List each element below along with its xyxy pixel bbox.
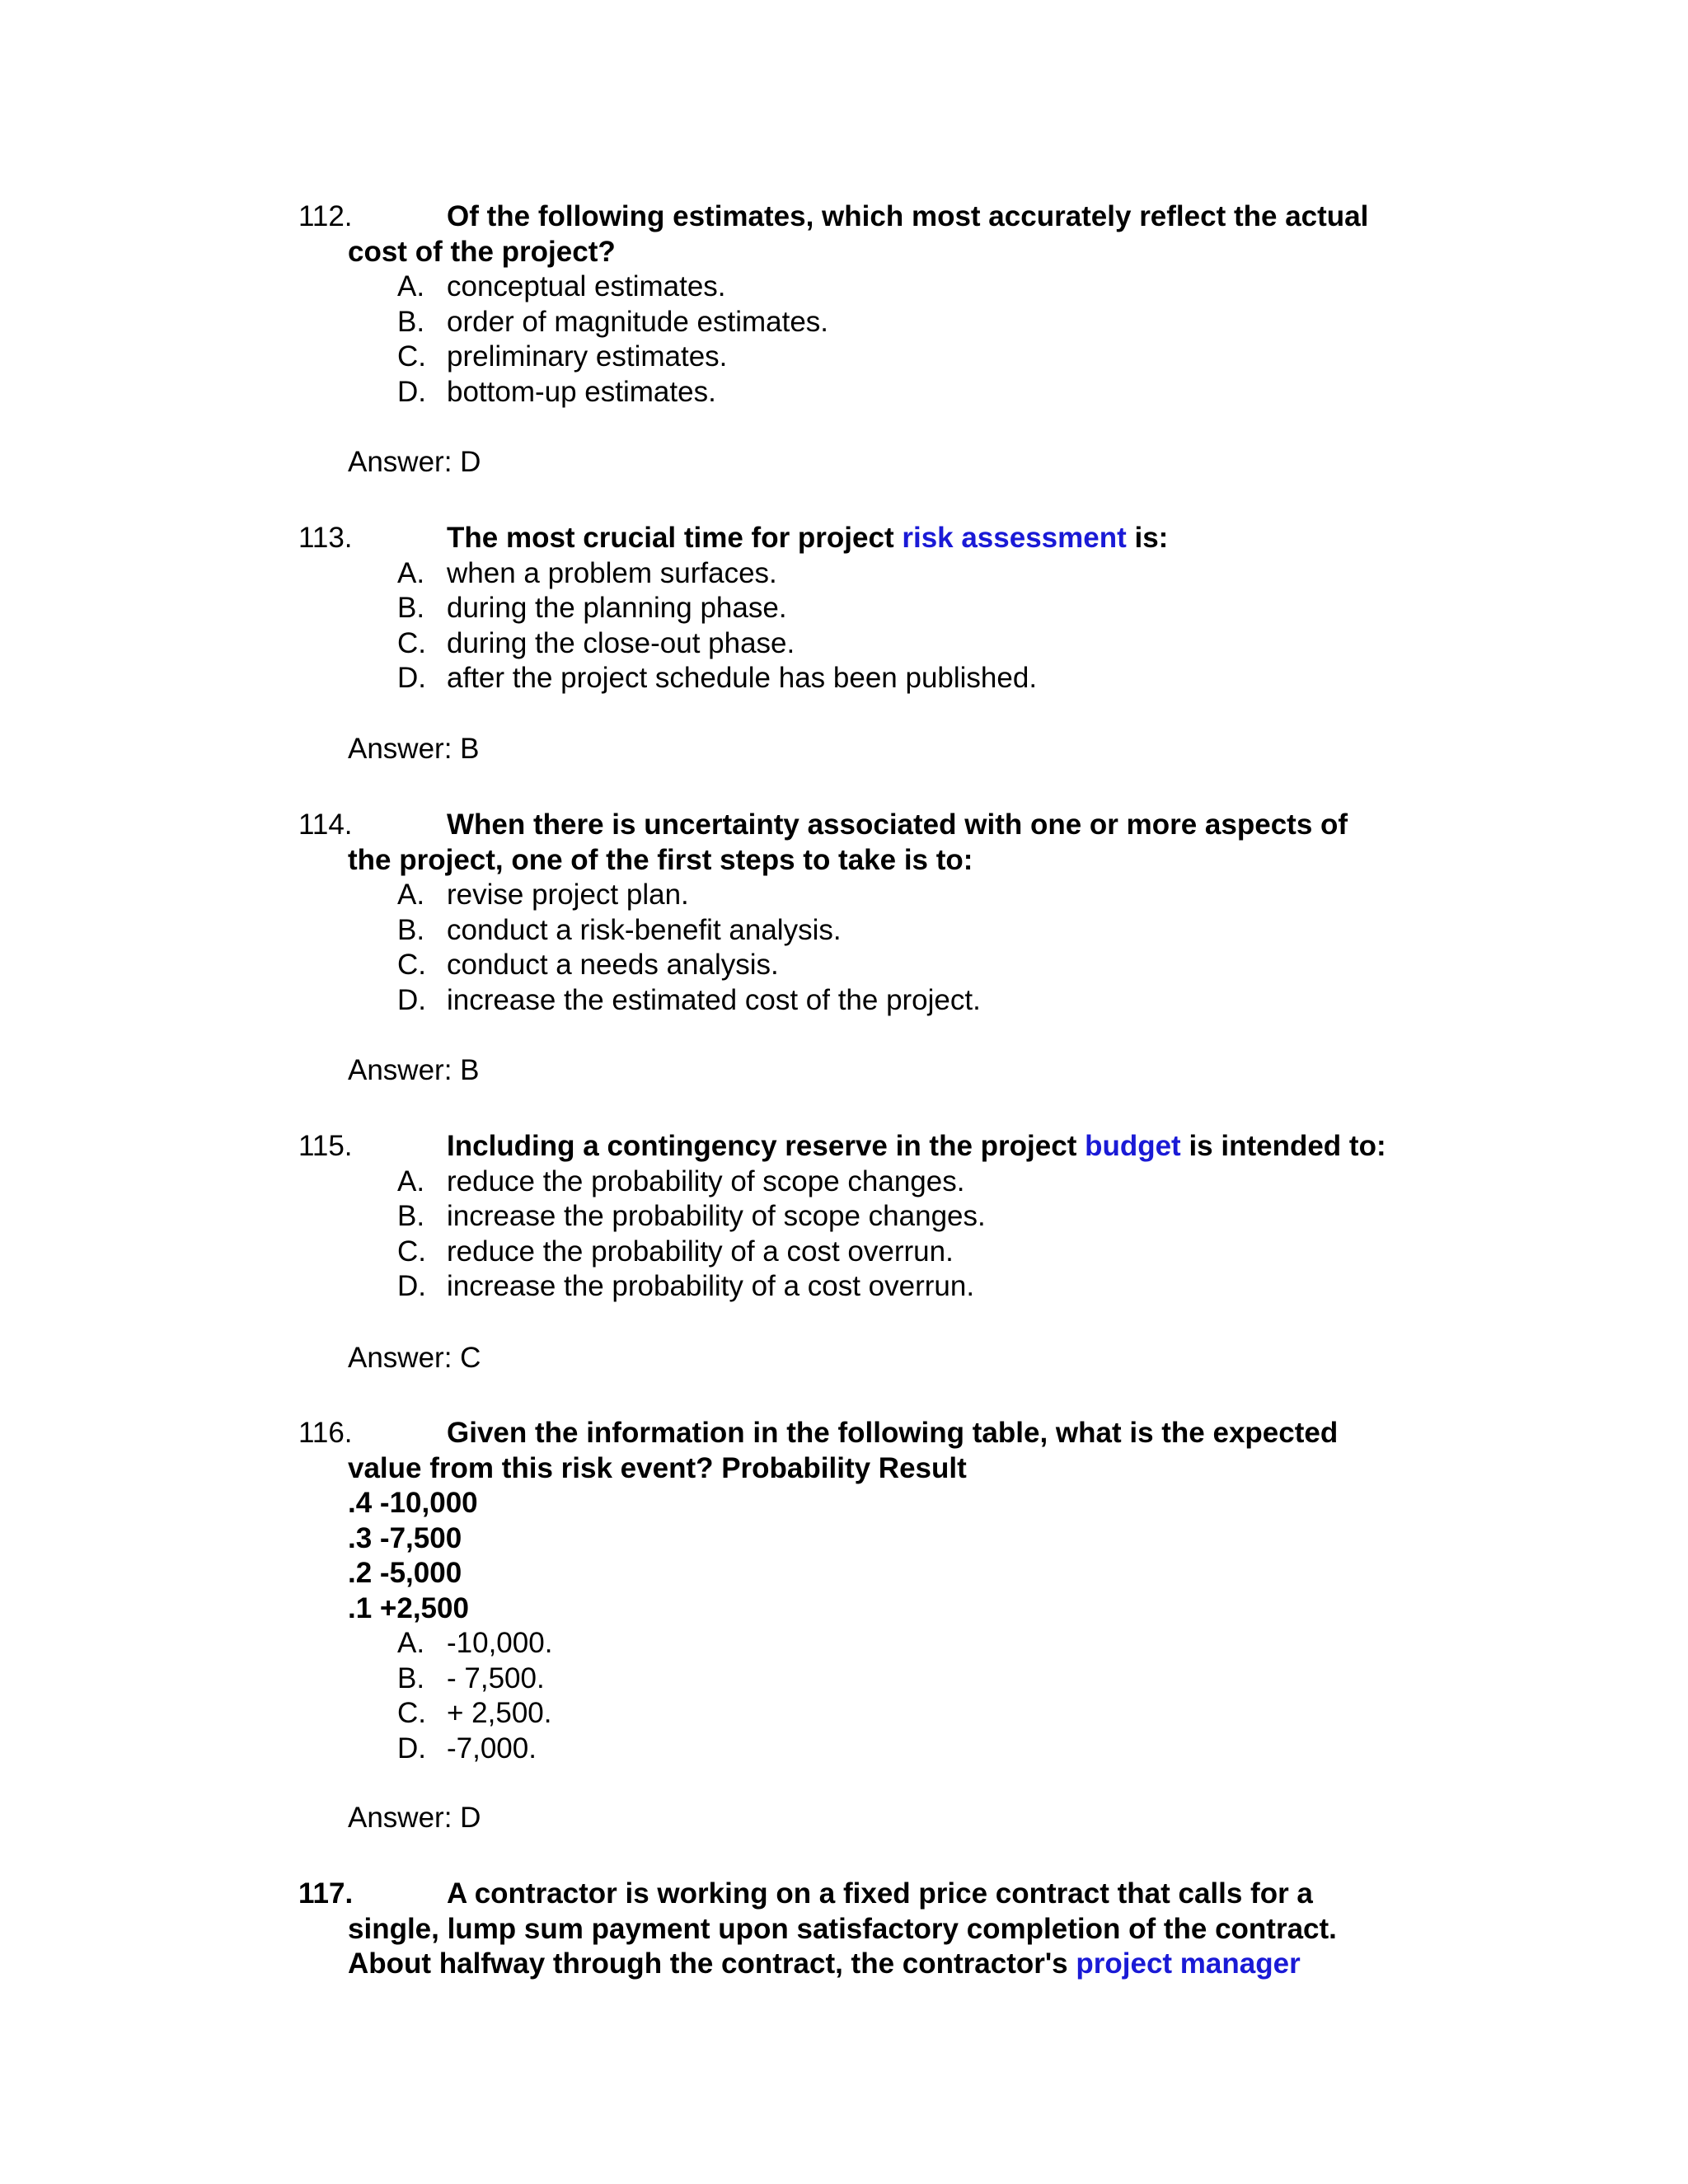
option-text: -7,000. xyxy=(447,1732,537,1765)
option-text: - 7,500. xyxy=(447,1661,545,1694)
option-letter: B. xyxy=(397,592,425,624)
option-d xyxy=(298,375,1452,410)
option-text: during the planning phase. xyxy=(447,592,787,624)
question-number: 113. xyxy=(298,522,353,554)
option-c xyxy=(298,626,1452,662)
option-d xyxy=(298,1732,1452,1767)
option-letter: D. xyxy=(397,662,426,694)
option-letter: B. xyxy=(397,1200,425,1232)
option-letter: B. xyxy=(397,1661,425,1694)
question-113 xyxy=(298,521,1452,696)
table-row: .1 +2,500 xyxy=(348,1591,469,1624)
answer-115: Answer: C xyxy=(348,1342,481,1374)
question-stem-continuation: the project, one of the first steps to take is to: xyxy=(348,843,973,876)
question-stem-continuation: value from this risk event? Probability Result xyxy=(348,1451,967,1484)
stem-text: The most crucial time for project xyxy=(447,522,903,554)
option-text: order of magnitude estimates. xyxy=(447,305,829,338)
option-c xyxy=(298,1235,1452,1270)
option-text: increase the probability of scope changes. xyxy=(447,1200,986,1232)
table-row: .3 -7,500 xyxy=(348,1521,462,1554)
option-text: bottom-up estimates. xyxy=(447,375,716,408)
question-114 xyxy=(298,808,1452,1018)
option-a xyxy=(298,1626,1452,1661)
option-text: -10,000. xyxy=(447,1627,553,1659)
option-letter: D. xyxy=(397,375,426,408)
table-row: .2 -5,000 xyxy=(348,1557,462,1589)
option-letter: C. xyxy=(397,626,426,659)
question-116 xyxy=(298,1416,1452,1766)
option-text: revise project plan. xyxy=(447,879,689,911)
question-stem-line xyxy=(298,808,1452,843)
option-d xyxy=(298,661,1452,696)
question-stem: When there is uncertainty associated with one or more aspects of xyxy=(447,808,1348,841)
option-text: when a problem surfaces. xyxy=(447,556,777,589)
option-c xyxy=(298,1696,1452,1732)
question-112 xyxy=(298,199,1452,410)
option-text: conduct a risk-benefit analysis. xyxy=(447,913,842,946)
table-row: .4 -10,000 xyxy=(348,1487,478,1519)
question-stem xyxy=(447,521,1168,556)
stem-text: is: xyxy=(1126,522,1169,554)
option-b xyxy=(298,913,1452,949)
option-text: conceptual estimates. xyxy=(447,270,726,302)
option-a xyxy=(298,878,1452,913)
option-d xyxy=(298,983,1452,1019)
question-stem: Given the information in the following table, what is the expected xyxy=(447,1417,1339,1449)
option-text: after the project schedule has been published. xyxy=(447,662,1038,694)
question-stem: Of the following estimates, which most accurately reflect the actual xyxy=(447,200,1369,232)
question-number: 116. xyxy=(298,1417,353,1449)
option-letter: C. xyxy=(397,949,426,981)
option-letter: D. xyxy=(397,1732,426,1765)
option-letter: C. xyxy=(397,1697,426,1729)
stem-text: Including a contingency reserve in the project xyxy=(447,1130,1085,1162)
question-number: 117. xyxy=(298,1877,354,1910)
answer-113: Answer: B xyxy=(348,733,480,765)
risk-assessment-link[interactable]: risk assessment xyxy=(902,522,1127,554)
answer-114: Answer: B xyxy=(348,1054,480,1086)
option-text: conduct a needs analysis. xyxy=(447,949,779,981)
option-text: reduce the probability of a cost overrun. xyxy=(447,1235,954,1268)
option-letter: A. xyxy=(397,556,425,589)
option-d xyxy=(298,1269,1452,1305)
option-text: + 2,500. xyxy=(447,1697,552,1729)
option-letter: C. xyxy=(397,1235,426,1268)
option-b xyxy=(298,591,1452,626)
option-letter: A. xyxy=(397,1627,425,1659)
question-stem-line xyxy=(298,1416,1452,1451)
option-letter: C. xyxy=(397,340,426,373)
option-letter: A. xyxy=(397,1165,425,1197)
answer-112: Answer: D xyxy=(348,446,481,478)
option-c xyxy=(298,340,1452,375)
option-c xyxy=(298,948,1452,983)
question-number: 115. xyxy=(298,1130,353,1162)
question-115 xyxy=(298,1129,1452,1305)
option-a xyxy=(298,269,1452,305)
option-letter: A. xyxy=(397,879,425,911)
option-letter: B. xyxy=(397,913,425,946)
option-letter: B. xyxy=(397,305,425,338)
option-b xyxy=(298,1661,1452,1697)
question-stem: A contractor is working on a fixed price contract that calls for a xyxy=(447,1877,1313,1910)
option-text: preliminary estimates. xyxy=(447,340,728,373)
question-stem-line xyxy=(298,1877,1452,1912)
budget-link[interactable]: budget xyxy=(1085,1130,1181,1162)
option-letter: D. xyxy=(397,983,426,1016)
option-text: during the close-out phase. xyxy=(447,626,795,659)
question-stem-continuation xyxy=(298,1947,1452,1982)
question-number: 112. xyxy=(298,200,353,232)
question-stem xyxy=(447,1129,1386,1165)
option-letter: A. xyxy=(397,270,425,302)
option-text: increase the estimated cost of the project. xyxy=(447,983,981,1016)
option-a xyxy=(298,1165,1452,1200)
answer-116: Answer: D xyxy=(348,1802,481,1834)
question-stem-line xyxy=(298,521,1452,556)
question-stem-continuation: single, lump sum payment upon satisfactory completion of the contract. xyxy=(348,1912,1337,1945)
project-manager-link[interactable]: project manager xyxy=(1076,1947,1301,1980)
question-stem-line xyxy=(298,1129,1452,1165)
question-stem-continuation: cost of the project? xyxy=(348,235,616,268)
option-text: increase the probability of a cost overrun. xyxy=(447,1270,975,1302)
stem-text: About halfway through the contract, the contractor's xyxy=(348,1947,1076,1980)
option-text: reduce the probability of scope changes. xyxy=(447,1165,965,1197)
option-b xyxy=(298,1199,1452,1235)
question-117 xyxy=(298,1877,1452,1982)
option-b xyxy=(298,305,1452,340)
question-number: 114. xyxy=(298,808,353,841)
option-letter: D. xyxy=(397,1270,426,1302)
option-a xyxy=(298,556,1452,592)
stem-text: is intended to: xyxy=(1180,1130,1386,1162)
question-stem-line xyxy=(298,199,1452,235)
